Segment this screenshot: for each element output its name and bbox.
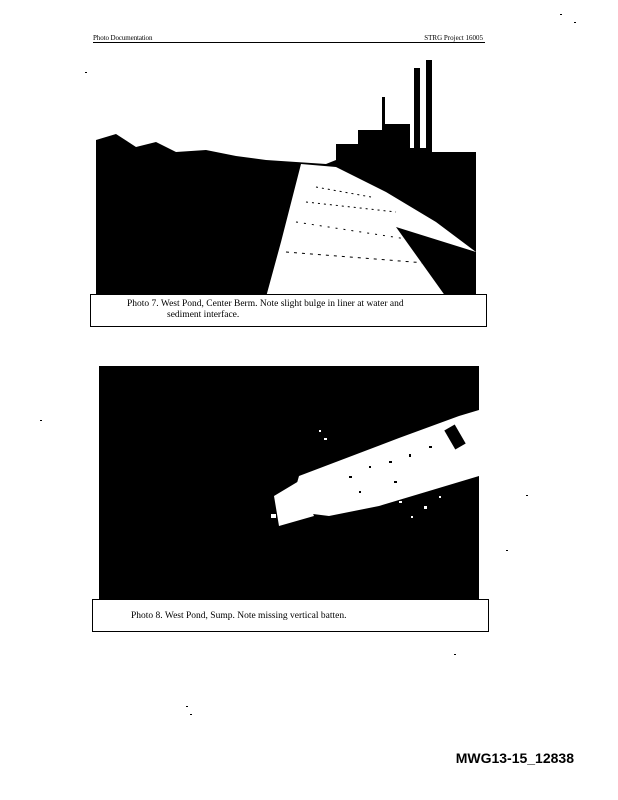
scan-speck [454,654,456,655]
photo-8-caption [92,599,489,632]
header-rule [93,42,485,43]
document-id: MWG13-15_12838 [455,750,574,766]
scan-speck [506,550,508,551]
photo-8-caption-text: Photo 8. West Pond, Sump. Note missing vertical batten. [131,611,347,621]
scan-speck [526,495,528,496]
photo-7-image [96,52,476,297]
scan-speck [85,72,87,73]
header-title: Photo Documentation [93,34,153,42]
photo-7-caption [90,294,487,327]
scan-speck [574,22,576,23]
scan-speck [40,420,42,421]
scan-speck [190,714,192,715]
photo-7-caption-line2: sediment interface. [167,310,240,320]
header-project: STRG Project 16005 [424,34,483,42]
photo-8-image [99,366,479,600]
scan-speck [560,14,562,15]
photo-7-caption-line1: Photo 7. West Pond, Center Berm. Note slight bulge in liner at water and [127,299,404,309]
scan-speck [186,706,188,707]
